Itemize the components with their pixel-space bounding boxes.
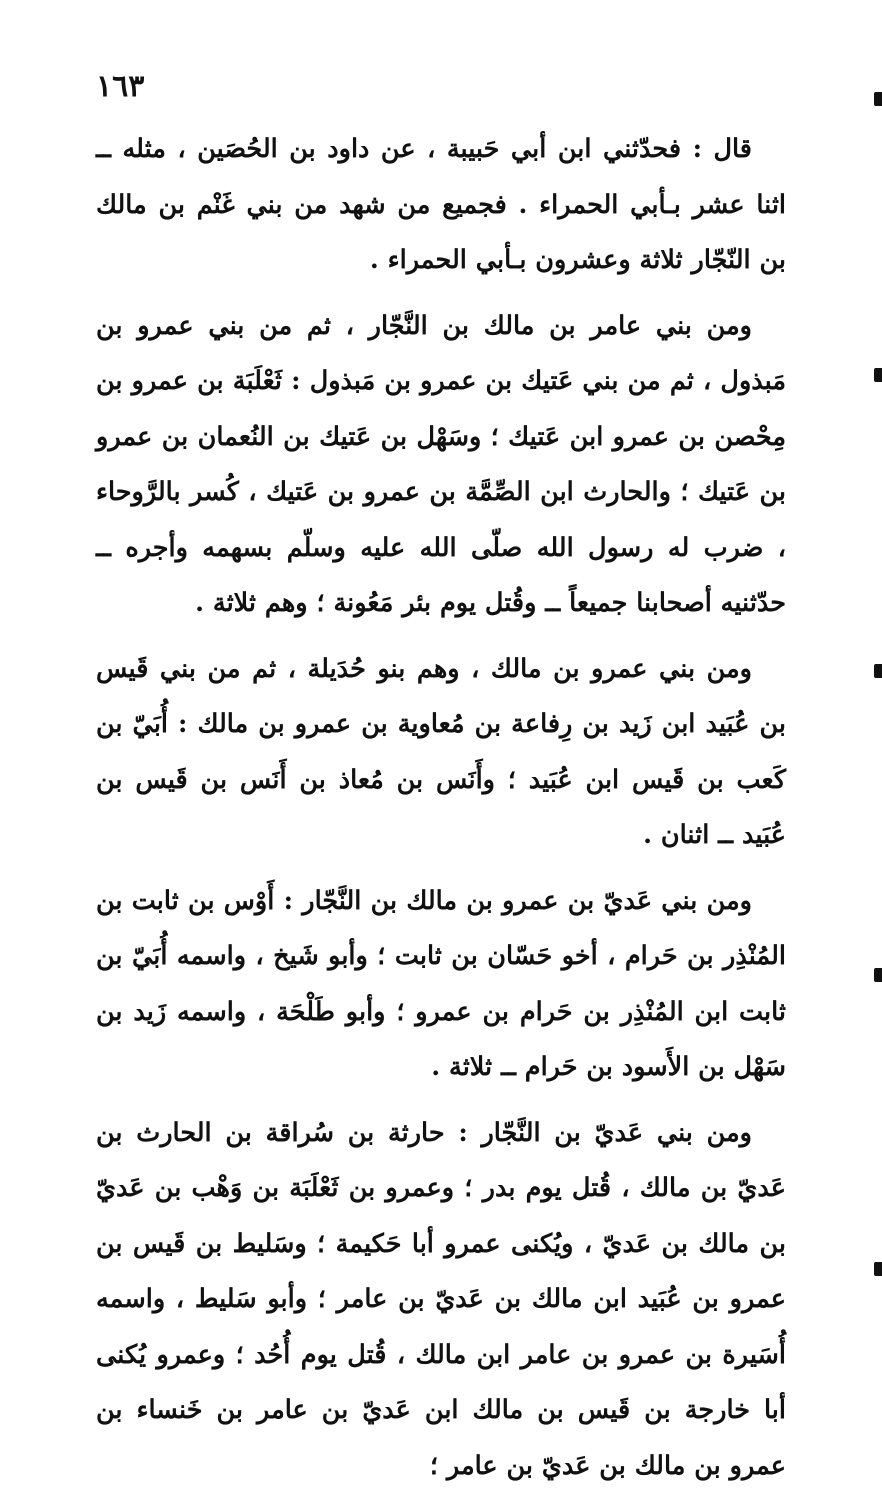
paragraph: ومن بني عامر بن مالك بن النَّجّار ، ثم من بني عمرو بن مَبذول ، ثم من بني عَتيك بن عمرو بن مَبذول : ثَعْلَبَة بن عمرو بن مِحْصن بن عمرو ابن عَتيك ؛ وسَهْل بن عَتيك بن النُعمان بن عمرو بن عَتيك ؛ والحارث ابن الصِّمَّة بن عمرو بن عَتيك ، كُسر بالرَّوحاء ، ضرب له رسول الله صلّى الله عليه وسلّم بسهمه وأجره ــ حدّثنيه أصحابنا جميعاً ــ وقُتل يوم بئر مَعُونة ؛ وهم ثلاثة . bbox=[96, 310, 786, 618]
paragraph: ومن بني عَديّ بن النَّجّار : حارثة بن سُراقة بن الحارث بن عَديّ بن مالك ، قُتل يوم بدر ؛ وعمرو بن ثَعْلَبَة بن وَهْب بن عَديّ بن مالك بن عَديّ ، ويُكنى عمرو أبا حَكيمة ؛ وسَليط بن قَيس بن عمرو بن عُبَيد ابن مالك بن عَديّ بن عامر ؛ وأبو سَليط ، واسمه أُسَيرة بن عمرو بن عامر ابن مالك ، قُتل يوم أُحُد ؛ وعمرو يُكنى أبا خارجة بن قَيس بن مالك ابن عَديّ بن عامر بن خَنساء بن عمرو بن مالك بن عَديّ بن عامر ؛ bbox=[96, 1117, 786, 1481]
margin-mark bbox=[874, 1262, 882, 1276]
margin-mark bbox=[874, 968, 882, 982]
paragraph: ومن بني عَديّ بن عمرو بن مالك بن النَّجّار : أَوْس بن ثابت بن المُنْذِر بن حَرام ، أخو حَسّان بن ثابت ؛ وأبو شَيخ ، واسمه أُبَيّ بن ثابت ابن المُنْذِر بن حَرام بن عمرو ؛ وأبو طَلْحَة ، واسمه زَيد بن سَهْل بن الأَسود بن حَرام ــ ثلاثة . bbox=[96, 885, 786, 1082]
paragraph: قال : فحدّثني ابن أبي حَبيبة ، عن داود بن الحُصَين ، مثله ــ اثنا عشر بـأبي الحمراء . فجميع من شهد من بني غَنْم بن مالك بن النّجّار ثلاثة وعشرون بـأبي الحمراء . bbox=[96, 134, 786, 275]
body-text bbox=[96, 122, 786, 1504]
page-number: ١٦٣ bbox=[96, 69, 145, 104]
margin-mark bbox=[874, 92, 882, 106]
paragraph: ومن بني عمرو بن مالك ، وهم بنو حُدَيلة ، ثم من بني قَيس بن عُبَيد ابن زَيد بن رِفاعة بن مُعاوية بن عمرو بن مالك : أُبَيّ بن كَعب بن قَيس ابن عُبَيد ؛ وأَنَس بن مُعاذ بن أَنَس بن قَيس بن عُبَيد ــ اثنان . bbox=[96, 653, 786, 850]
margin-mark bbox=[874, 368, 882, 382]
margin-mark bbox=[874, 664, 882, 678]
